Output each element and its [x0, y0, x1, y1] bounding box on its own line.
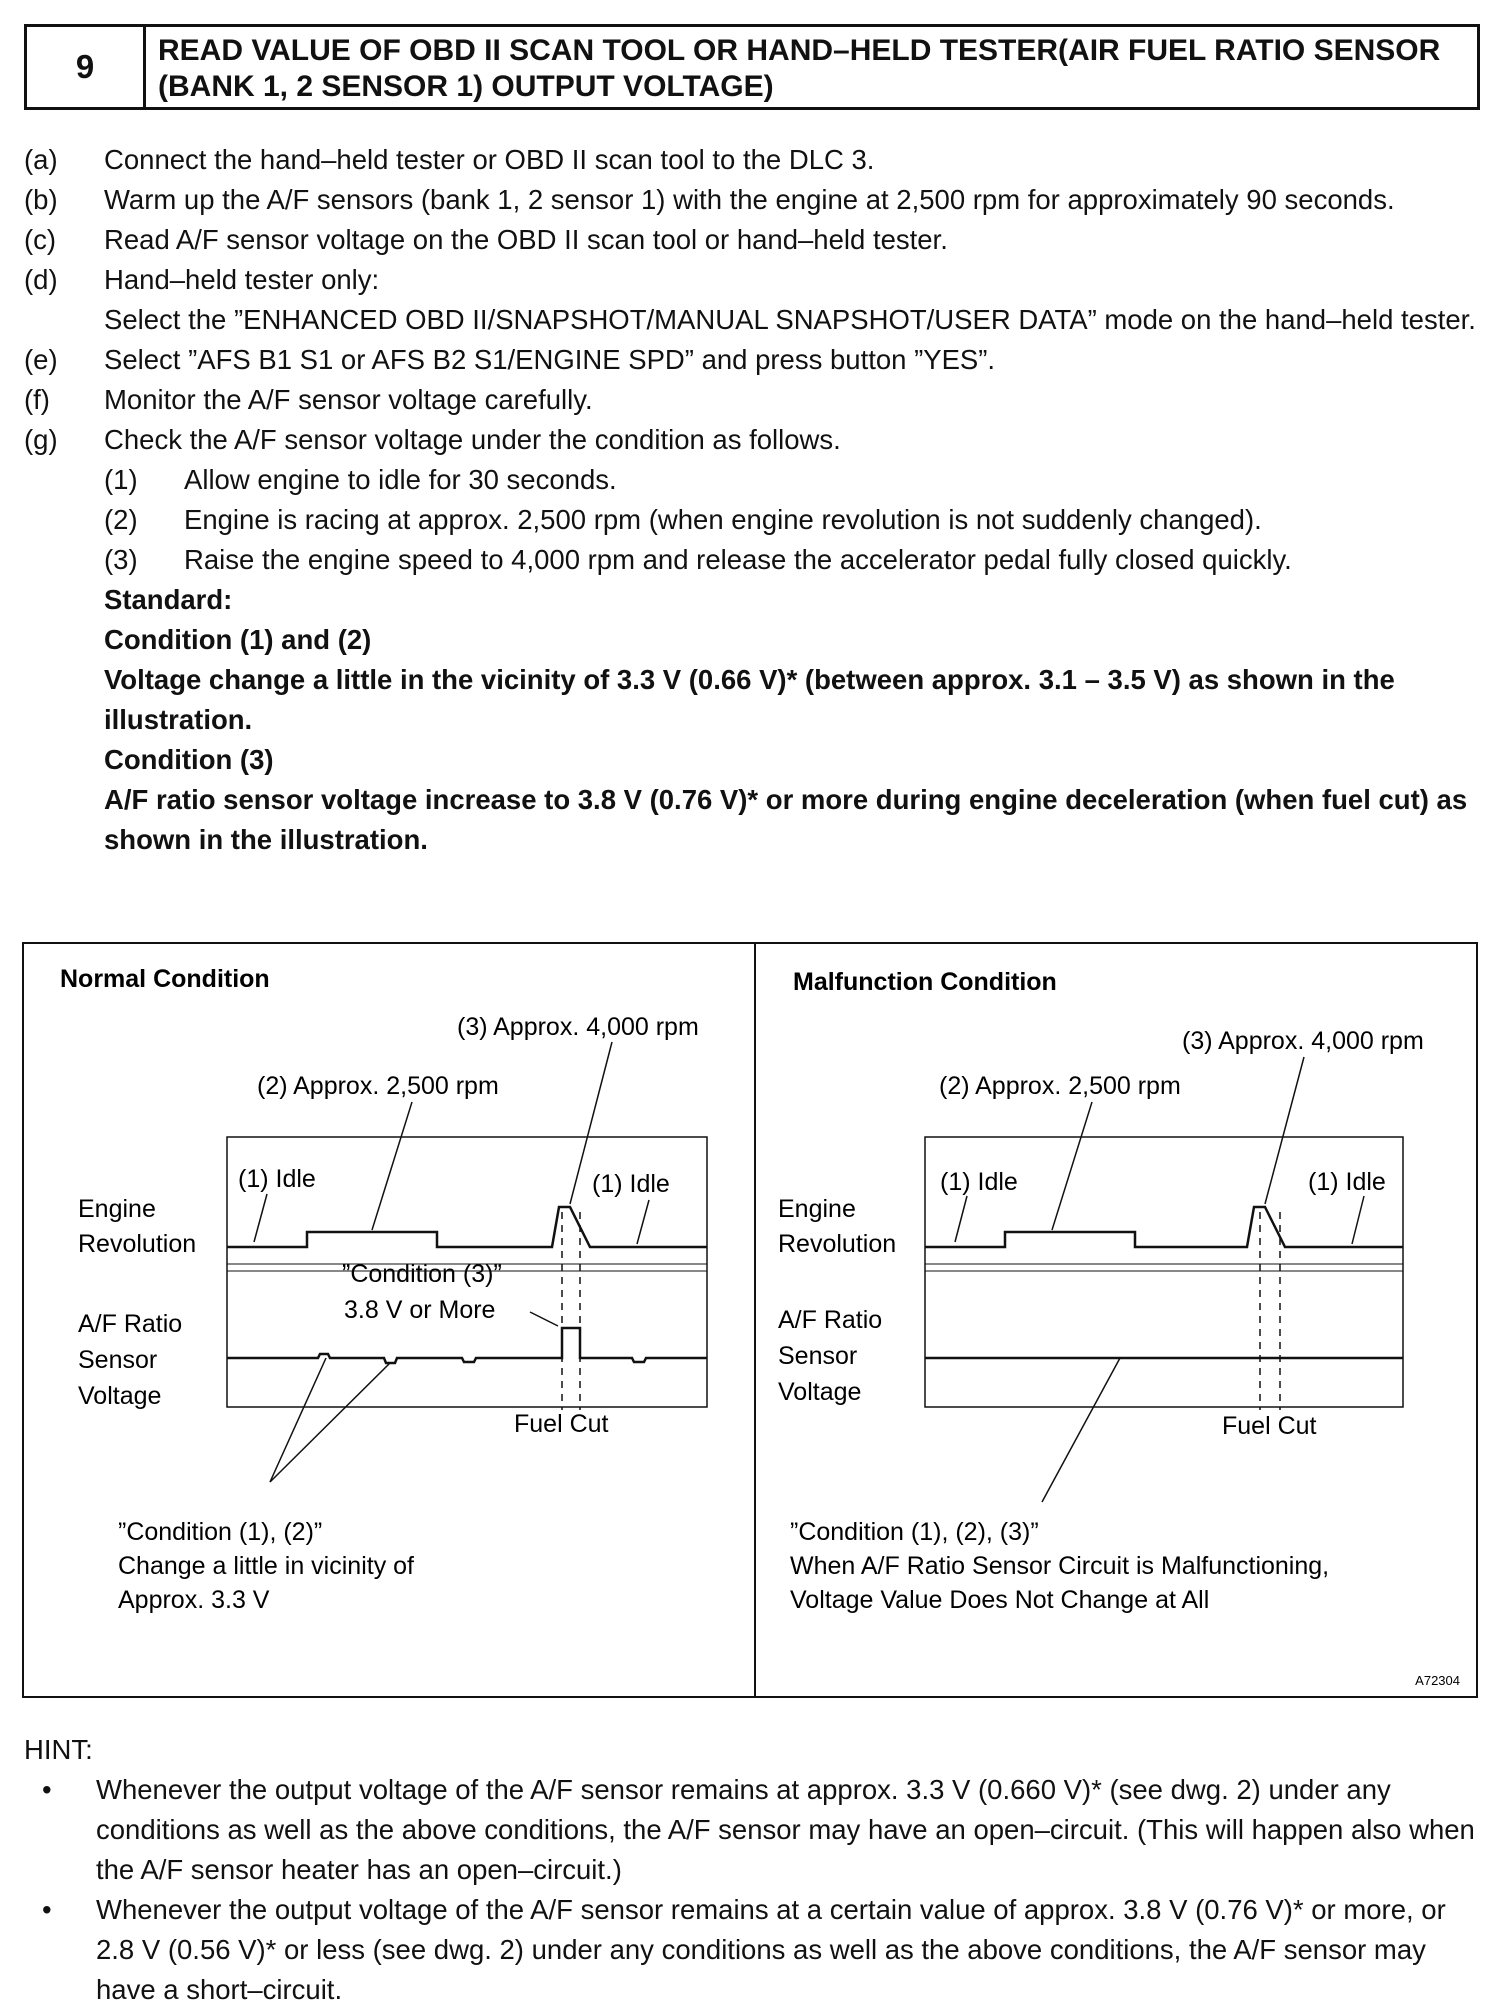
label-fuel-cut: Fuel Cut: [514, 1410, 609, 1438]
step-d: (d) Hand–held tester only:: [24, 264, 380, 295]
step-number: 9: [27, 27, 146, 107]
normal-condition-panel: [60, 965, 707, 1614]
procedure-steps: [24, 140, 1484, 860]
label-voltage-right: Voltage: [778, 1378, 862, 1406]
note-malfunctioning: When A/F Ratio Sensor Circuit is Malfunctioning,: [790, 1552, 1330, 1580]
label-3-8v-or-more: 3.8 V or More: [344, 1296, 496, 1324]
substep-1: (1) Allow engine to idle for 30 seconds.: [104, 464, 617, 495]
label-revolution-right: Revolution: [778, 1230, 897, 1258]
label-condition-3: ”Condition (3)”: [342, 1260, 502, 1288]
step-b: (b) Warm up the A/F sensors (bank 1, 2 sensor 1) with the engine at 2,500 rpm for approximately 90 seconds.: [24, 184, 1395, 215]
step-c: (c) Read A/F sensor voltage on the OBD II scan tool or hand–held tester.: [24, 224, 948, 255]
normal-engine-rev-trace: [227, 1207, 707, 1247]
note-condition-1-2: ”Condition (1), (2)”: [118, 1518, 323, 1546]
label-rpm-4000-right: (3) Approx. 4,000 rpm: [1182, 1027, 1424, 1055]
label-engine-right: Engine: [778, 1195, 856, 1223]
condition-3-text: A/F ratio sensor voltage increase to 3.8 V (0.76 V)* or more during engine deceleration (when fuel cut) as shown in the illustration.: [104, 784, 1468, 855]
step-g: (g) Check the A/F sensor voltage under the condition as follows.: [24, 424, 841, 455]
condition-3-heading: Condition (3): [104, 744, 274, 775]
normal-af-voltage-trace: [227, 1328, 707, 1363]
note-no-change: Voltage Value Does Not Change at All: [790, 1586, 1210, 1614]
normal-title: Normal Condition: [60, 965, 270, 993]
hint-heading: HINT:: [24, 1734, 93, 1765]
hint-section: [24, 1730, 1484, 2010]
bullet-marker: •: [42, 1774, 52, 1805]
step-title: READ VALUE OF OBD II SCAN TOOL OR HAND–HELD TESTER(AIR FUEL RATIO SENSOR (BANK 1, 2 SENSOR 1) OUTPUT VOLTAGE): [158, 34, 1441, 103]
malfunction-title: Malfunction Condition: [793, 968, 1057, 996]
standard-heading: Standard:: [104, 584, 233, 615]
note-approx-3-3v: Approx. 3.3 V: [118, 1586, 270, 1614]
step-header: [24, 24, 1480, 110]
label-idle-start: (1) Idle: [238, 1165, 316, 1193]
substep-2: (2) Engine is racing at approx. 2,500 rpm (when engine revolution is not suddenly changed).: [104, 504, 1262, 535]
label-idle-end-right: (1) Idle: [1308, 1168, 1386, 1196]
label-rpm-2500: (2) Approx. 2,500 rpm: [257, 1072, 499, 1100]
label-voltage: Voltage: [78, 1382, 162, 1410]
figure-code: A72304: [1415, 1673, 1460, 1688]
waveform-illustration: [22, 942, 1478, 1703]
step-e: (e) Select ”AFS B1 S1 or AFS B2 S1/ENGINE SPD” and press button ”YES”.: [24, 344, 996, 375]
label-af-ratio: A/F Ratio: [78, 1310, 183, 1338]
note-change-little: Change a little in vicinity of: [118, 1552, 414, 1580]
condition-12-heading: Condition (1) and (2): [104, 624, 372, 655]
step-d-detail: Select the ”ENHANCED OBD II/SNAPSHOT/MANUAL SNAPSHOT/USER DATA” mode on the hand–held tester.: [104, 304, 1476, 335]
step-a: (a) Connect the hand–held tester or OBD II scan tool to the DLC 3.: [24, 144, 875, 175]
malfunction-engine-rev-trace: [925, 1207, 1403, 1247]
label-rpm-2500-right: (2) Approx. 2,500 rpm: [939, 1072, 1181, 1100]
substep-3: (3) Raise the engine speed to 4,000 rpm and release the accelerator pedal fully closed quickly.: [104, 544, 1292, 575]
malfunction-condition-panel: [778, 968, 1460, 1688]
condition-12-text: Voltage change a little in the vicinity of 3.3 V (0.66 V)* (between approx. 3.1 – 3.5 V) as shown in the illustration.: [104, 664, 1395, 735]
label-sensor: Sensor: [78, 1346, 158, 1374]
label-fuel-cut-right: Fuel Cut: [1222, 1412, 1317, 1440]
hint-bullet-short-circuit: • Whenever the output voltage of the A/F sensor remains at a certain value of approx. 3.8 V (0.76 V)* or more, or 2.8 V (0.56 V)* or less (see dwg. 2) under any conditions as well as the above conditions, the A/F sensor may have a short–circuit.: [24, 1890, 1484, 2010]
label-idle-start-right: (1) Idle: [940, 1168, 1018, 1196]
figure-border: [23, 943, 1477, 1697]
label-engine: Engine: [78, 1195, 156, 1223]
label-af-ratio-right: A/F Ratio: [778, 1306, 883, 1334]
bullet-marker: •: [42, 1894, 52, 1925]
step-f: (f) Monitor the A/F sensor voltage carefully.: [24, 384, 593, 415]
label-sensor-right: Sensor: [778, 1342, 858, 1370]
illustration-svg: [22, 942, 1478, 1698]
label-idle-end: (1) Idle: [592, 1170, 670, 1198]
label-revolution: Revolution: [78, 1230, 197, 1258]
label-rpm-4000: (3) Approx. 4,000 rpm: [457, 1013, 699, 1041]
note-condition-1-2-3: ”Condition (1), (2), (3)”: [790, 1518, 1039, 1546]
hint-bullet-open-circuit: • Whenever the output voltage of the A/F sensor remains at approx. 3.3 V (0.660 V)* (see dwg. 2) under any conditions as well as the above conditions, the A/F sensor may have an open–circuit. (This will happen also when the A/F sensor heater has an open–circuit.): [24, 1770, 1484, 1890]
